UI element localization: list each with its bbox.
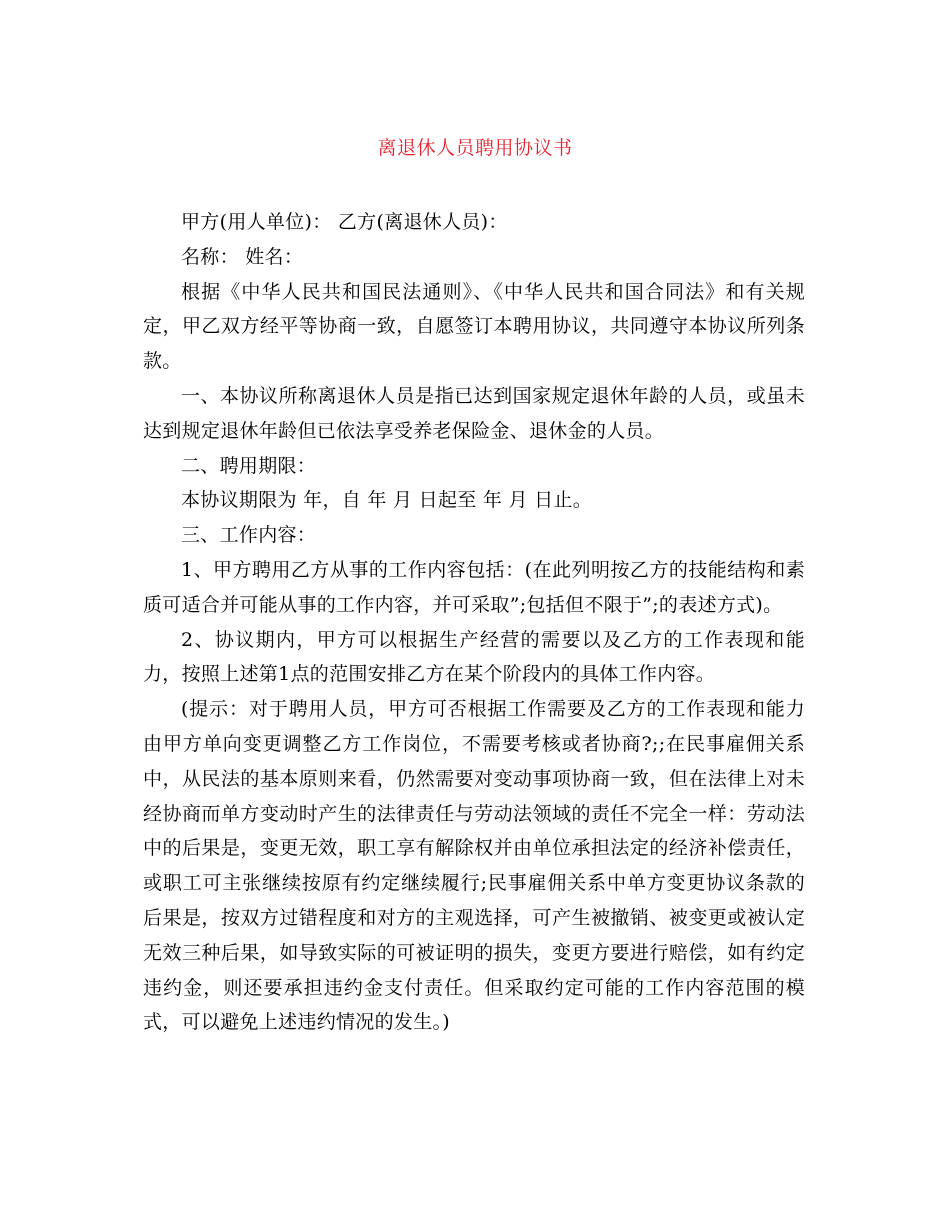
name-line: 名称： 姓名： <box>181 245 304 268</box>
preamble-paragraph: 根据《中华人民共和国民法通则》、《中华人民共和国合同法》和有关规定，甲乙双方经平等协商一致，自愿签订本聘用协议，共同遵守本协议所列条款。 <box>143 280 805 373</box>
document-title: 离退休人员聘用协议书 <box>377 137 573 159</box>
work-content-item-1: 1、甲方聘用乙方从事的工作内容包括：(在此列明按乙方的技能结构和素质可适合并可能从事的工作内容，并可采取”;包括但不限于”;的表述方式)。 <box>143 558 805 616</box>
term-paragraph: 本协议期限为 年，自 年 月 日起至 年 月 日止。 <box>181 489 593 512</box>
work-content-item-2: 2、协议期内，甲方可以根据生产经营的需要以及乙方的工作表现和能力，按照上述第1点的范围安排乙方在某个阶段内的具体工作内容。 <box>143 628 805 686</box>
clause-2-heading: 二、聘用期限： <box>181 454 317 477</box>
clause-1-paragraph: 一、本协议所称离退休人员是指已达到国家规定退休年龄的人员，或虽未达到规定退休年龄但已依法享受养老保险金、退休金的人员。 <box>143 384 805 442</box>
party-line: 甲方(用人单位)： 乙方(离退休人员)： <box>181 211 508 233</box>
hint-paragraph: (提示：对于聘用人员，甲方可否根据工作需要及乙方的工作表现和能力由甲方单向变更调整乙方工作岗位，不需要考核或者协商?;;在民事雇佣关系中，从民法的基本原则来看，仍然需要对变动事项协商一致，但在法律上对未经协商而单方变动时产生的法律责任与劳动法领域的责任不完全一样：劳动法中的后果是，变更无效，职工享有解除权并由单位承担法定的经济补偿责任，或职工可主张继续按原有约定继续履行;民事雇佣关系中单方变更协议条款的后果是，按双方过错程度和对方的主观选择，可产生被撤销、被变更或被认定无效三种后果，如导致实际的可被证明的损失，变更方要进行赔偿，如有约定违约金，则还要承担违约金支付责任。但采取约定可能的工作内容范围的模式，可以避免上述违约情况的发生。) <box>143 698 805 1034</box>
document-body <box>143 205 805 1040</box>
clause-3-heading: 三、工作内容： <box>181 524 317 547</box>
